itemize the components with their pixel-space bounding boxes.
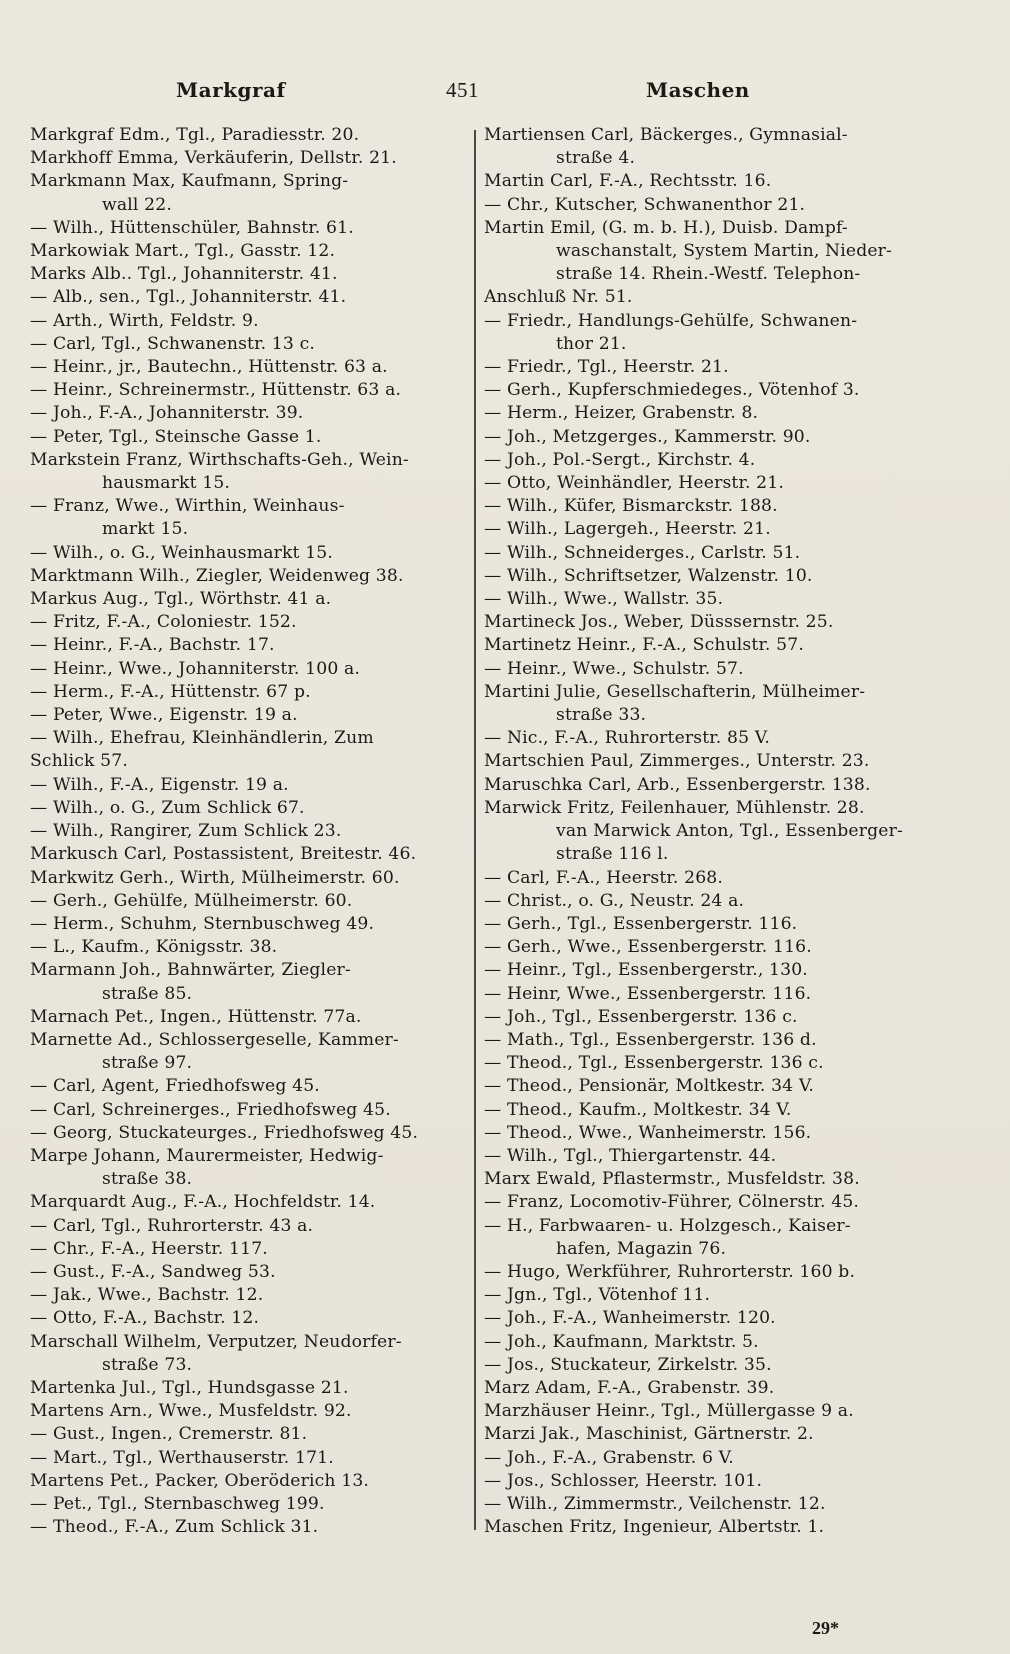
directory-entry-line: — Friedr., Handlungs-Gehülfe, Schwanen- (484, 310, 858, 331)
directory-entry-line: Martschien Paul, Zimmerges., Unterstr. 23. (484, 751, 870, 772)
directory-entry-line: straße 14. Rhein.-Westf. Telephon- (556, 264, 861, 285)
directory-entry-line: Marquardt Aug., F.-A., Hochfeldstr. 14. (30, 1192, 376, 1213)
directory-entry-line: Markus Aug., Tgl., Wörthstr. 41 a. (30, 589, 332, 610)
directory-entry-line: — Herm., F.-A., Hüttenstr. 67 p. (30, 681, 311, 702)
directory-entry-line: — Wilh., Tgl., Thiergartenstr. 44. (484, 1145, 777, 1166)
directory-entry-line: — Theod., F.-A., Zum Schlick 31. (30, 1517, 319, 1538)
directory-entry-line: — Chr., F.-A., Heerstr. 117. (30, 1238, 268, 1259)
directory-entry-line: — Heinr, Wwe., Essenbergerstr. 116. (484, 983, 812, 1004)
column-divider (474, 130, 476, 1530)
directory-entry-line: — Jos., Stuckateur, Zirkelstr. 35. (484, 1354, 772, 1375)
directory-entry-line: Maschen Fritz, Ingenieur, Albertstr. 1. (484, 1517, 825, 1538)
directory-entry-line: — Alb., sen., Tgl., Johanniterstr. 41. (30, 287, 347, 308)
directory-entry-line: — Georg, Stuckateurges., Friedhofsweg 45. (30, 1122, 419, 1143)
directory-entry-line: Martens Pet., Packer, Oberöderich 13. (30, 1470, 370, 1491)
directory-entry-line: — Heinr., F.-A., Bachstr. 17. (30, 635, 275, 656)
directory-entry-line: — Heinr., Wwe., Schulstr. 57. (484, 658, 744, 679)
directory-entry-line: — Heinr., Tgl., Essenbergerstr., 130. (484, 960, 808, 981)
directory-entry-line: straße 38. (102, 1169, 193, 1190)
directory-entry-line: — Wilh., Schriftsetzer, Walzenstr. 10. (484, 565, 813, 586)
directory-entry-line: Martini Julie, Gesellschafterin, Mülheimer- (484, 681, 866, 702)
directory-entry-line: Marpe Johann, Maurermeister, Hedwig- (30, 1145, 384, 1166)
directory-entry-line: wall 22. (102, 194, 172, 215)
directory-entry-line: straße 4. (556, 148, 636, 169)
directory-entry-line: — Joh., Tgl., Essenbergerstr. 136 c. (484, 1006, 798, 1027)
directory-entry-line: Martin Emil, (G. m. b. H.), Duisb. Dampf- (484, 217, 848, 238)
directory-entry-line: Martinetz Heinr., F.-A., Schulstr. 57. (484, 635, 804, 656)
directory-entry-line: — Joh., Metzgerges., Kammerstr. 90. (484, 426, 811, 447)
directory-entry-line: Marnette Ad., Schlossergeselle, Kammer- (30, 1029, 399, 1050)
directory-entry-line: — Jos., Schlosser, Heerstr. 101. (484, 1470, 763, 1491)
directory-entry-line: — Math., Tgl., Essenbergerstr. 136 d. (484, 1029, 817, 1050)
directory-entry-line: — Otto, Weinhändler, Heerstr. 21. (484, 473, 784, 494)
directory-entry-line: straße 33. (556, 705, 647, 726)
directory-entry-line: — Heinr., Schreinermstr., Hüttenstr. 63 a. (30, 380, 402, 401)
directory-entry-line: — Wilh., Lagergeh., Heerstr. 21. (484, 519, 771, 540)
directory-entry-line: Markmann Max, Kaufmann, Spring- (30, 171, 349, 192)
directory-entry-line: — Peter, Tgl., Steinsche Gasse 1. (30, 426, 322, 447)
directory-entry-line: Markusch Carl, Postassistent, Breitestr. 46. (30, 844, 417, 865)
directory-entry-line: Markowiak Mart., Tgl., Gasstr. 12. (30, 241, 336, 262)
directory-entry-line: — Wilh., Wwe., Wallstr. 35. (484, 589, 724, 610)
header-left-keyword: Markgraf (176, 78, 286, 102)
directory-entry-line: Marzhäuser Heinr., Tgl., Müllergasse 9 a. (484, 1401, 854, 1422)
directory-entry-line: — Gerh., Gehülfe, Mülheimerstr. 60. (30, 890, 353, 911)
page-header (0, 78, 1010, 112)
directory-entry-line: — H., Farbwaaren- u. Holzgesch., Kaiser- (484, 1215, 851, 1236)
directory-entry-line: straße 73. (102, 1354, 193, 1375)
directory-entry-line: Marktmann Wilh., Ziegler, Weidenweg 38. (30, 565, 404, 586)
directory-entry-line: Maruschka Carl, Arb., Essenbergerstr. 138. (484, 774, 871, 795)
directory-entry-line: — Jgn., Tgl., Vötenhof 11. (484, 1285, 711, 1306)
directory-entry-line: — Heinr., jr., Bautechn., Hüttenstr. 63 a. (30, 357, 388, 378)
directory-entry-line: — Theod., Wwe., Wanheimerstr. 156. (484, 1122, 812, 1143)
directory-entry-line: straße 85. (102, 983, 193, 1004)
directory-entry-line: — Franz, Locomotiv-Führer, Cölnerstr. 45. (484, 1192, 860, 1213)
directory-entry-line: — Arth., Wirth, Feldstr. 9. (30, 310, 259, 331)
directory-entry-line: — Joh., F.-A., Grabenstr. 6 V. (484, 1447, 734, 1468)
directory-entry-line: Martens Arn., Wwe., Musfeldstr. 92. (30, 1401, 352, 1422)
directory-entry-line: — Wilh., F.-A., Eigenstr. 19 a. (30, 774, 289, 795)
directory-entry-line: — Theod., Pensionär, Moltkestr. 34 V. (484, 1076, 815, 1097)
directory-entry-line: hafen, Magazin 76. (556, 1238, 727, 1259)
directory-entry-line: markt 15. (102, 519, 189, 540)
directory-entry-line: — Gerh., Kupferschmiedeges., Vötenhof 3. (484, 380, 860, 401)
directory-entry-line: straße 116 l. (556, 844, 669, 865)
directory-entry-line: — Jak., Wwe., Bachstr. 12. (30, 1285, 264, 1306)
left-column (30, 124, 466, 1539)
directory-entry-line: — Carl, Agent, Friedhofsweg 45. (30, 1076, 320, 1097)
directory-entry-line: — Franz, Wwe., Wirthin, Weinhaus- (30, 496, 345, 517)
directory-entry-line: — Joh., F.-A., Wanheimerstr. 120. (484, 1308, 776, 1329)
directory-entry-line: — Carl, Tgl., Schwanenstr. 13 c. (30, 333, 315, 354)
directory-entry-line: — Pet., Tgl., Sternbaschweg 199. (30, 1493, 325, 1514)
directory-entry-line: Marzi Jak., Maschinist, Gärtnerstr. 2. (484, 1424, 814, 1445)
directory-entry-line: — Wilh., Ehefrau, Kleinhändlerin, Zum (30, 728, 374, 749)
directory-entry-line: — Carl, Schreinerges., Friedhofsweg 45. (30, 1099, 391, 1120)
directory-entry-line: Martin Carl, F.-A., Rechtsstr. 16. (484, 171, 772, 192)
directory-entry-line: — L., Kaufm., Königsstr. 38. (30, 937, 278, 958)
directory-entry-line: — Friedr., Tgl., Heerstr. 21. (484, 357, 729, 378)
directory-entry-line: Anschluß Nr. 51. (484, 287, 633, 308)
directory-entry-line: — Wilh., Hüttenschüler, Bahnstr. 61. (30, 217, 354, 238)
directory-entry-line: Martenka Jul., Tgl., Hundsgasse 21. (30, 1377, 349, 1398)
directory-entry-line: Marmann Joh., Bahnwärter, Ziegler- (30, 960, 351, 981)
directory-entry-line: — Christ., o. G., Neustr. 24 a. (484, 890, 745, 911)
directory-entry-line: — Gerh., Tgl., Essenbergerstr. 116. (484, 913, 798, 934)
directory-entry-line: — Gust., Ingen., Cremerstr. 81. (30, 1424, 308, 1445)
directory-entry-line: — Herm., Heizer, Grabenstr. 8. (484, 403, 759, 424)
directory-entry-line: — Joh., Pol.-Sergt., Kirchstr. 4. (484, 449, 756, 470)
directory-entry-line: — Gerh., Wwe., Essenbergerstr. 116. (484, 937, 812, 958)
directory-entry-line: — Carl, Tgl., Ruhrorterstr. 43 a. (30, 1215, 314, 1236)
directory-entry-line: straße 97. (102, 1053, 193, 1074)
directory-entry-line: thor 21. (556, 333, 627, 354)
directory-entry-line: — Otto, F.-A., Bachstr. 12. (30, 1308, 260, 1329)
directory-entry-line: Marschall Wilhelm, Verputzer, Neudorfer- (30, 1331, 402, 1352)
directory-entry-line: van Marwick Anton, Tgl., Essenberger- (556, 821, 903, 842)
directory-entry-line: Marx Ewald, Pflastermstr., Musfeldstr. 38. (484, 1169, 860, 1190)
directory-entry-line: — Nic., F.-A., Ruhrorterstr. 85 V. (484, 728, 770, 749)
directory-entry-line: — Carl, F.-A., Heerstr. 268. (484, 867, 724, 888)
directory-entry-line: — Wilh., Zimmermstr., Veilchenstr. 12. (484, 1493, 826, 1514)
directory-entry-line: Martiensen Carl, Bäckerges., Gymnasial- (484, 125, 848, 145)
header-right-keyword: Maschen (646, 78, 750, 102)
directory-entry-line: — Wilh., Schneiderges., Carlstr. 51. (484, 542, 801, 563)
directory-entry-line: — Fritz, F.-A., Coloniestr. 152. (30, 612, 297, 633)
directory-entry-line: — Joh., F.-A., Johanniterstr. 39. (30, 403, 304, 424)
directory-entry-line: Martineck Jos., Weber, Düsssernstr. 25. (484, 612, 834, 633)
directory-entry-line: — Mart., Tgl., Werthauserstr. 171. (30, 1447, 334, 1468)
directory-entry-line: — Herm., Schuhm, Sternbuschweg 49. (30, 913, 375, 934)
directory-entry-line: Marz Adam, F.-A., Grabenstr. 39. (484, 1377, 775, 1398)
directory-entry-line: — Theod., Tgl., Essenbergerstr. 136 c. (484, 1053, 824, 1074)
directory-entry-line: — Wilh., Küfer, Bismarckstr. 188. (484, 496, 778, 517)
directory-entry-line: hausmarkt 15. (102, 473, 231, 494)
directory-entry-line: Markstein Franz, Wirthschafts-Geh., Wein- (30, 449, 409, 470)
page-number: 451 (446, 78, 479, 102)
directory-entry-line: Markwitz Gerh., Wirth, Mülheimerstr. 60. (30, 867, 400, 888)
directory-entry-line: — Theod., Kaufm., Moltkestr. 34 V. (484, 1099, 792, 1120)
directory-entry-line: — Wilh., Rangirer, Zum Schlick 23. (30, 821, 342, 842)
directory-entry-line: Marks Alb.. Tgl., Johanniterstr. 41. (30, 264, 338, 285)
directory-entry-line: Marnach Pet., Ingen., Hüttenstr. 77a. (30, 1006, 362, 1027)
directory-entry-line: — Heinr., Wwe., Johanniterstr. 100 a. (30, 658, 361, 679)
signature-mark: 29* (812, 1618, 839, 1638)
directory-entry-line: Markgraf Edm., Tgl., Paradiesstr. 20. (30, 125, 360, 145)
directory-entry-line: Marwick Fritz, Feilenhauer, Mühlenstr. 28. (484, 797, 865, 818)
directory-entry-line: Schlick 57. (30, 751, 128, 772)
directory-entry-line: — Wilh., o. G., Zum Schlick 67. (30, 797, 305, 818)
directory-entry-line: — Peter, Wwe., Eigenstr. 19 a. (30, 705, 298, 726)
directory-entry-line: — Gust., F.-A., Sandweg 53. (30, 1261, 276, 1282)
directory-entry-line: — Hugo, Werkführer, Ruhrorterstr. 160 b. (484, 1261, 856, 1282)
directory-entry-line: — Wilh., o. G., Weinhausmarkt 15. (30, 542, 333, 563)
directory-entry-line: — Chr., Kutscher, Schwanenthor 21. (484, 194, 806, 215)
right-column (484, 124, 984, 1539)
directory-entry-line: Markhoff Emma, Verkäuferin, Dellstr. 21. (30, 148, 397, 169)
directory-entry-line: waschanstalt, System Martin, Nieder- (556, 241, 893, 262)
directory-entry-line: — Joh., Kaufmann, Marktstr. 5. (484, 1331, 759, 1352)
